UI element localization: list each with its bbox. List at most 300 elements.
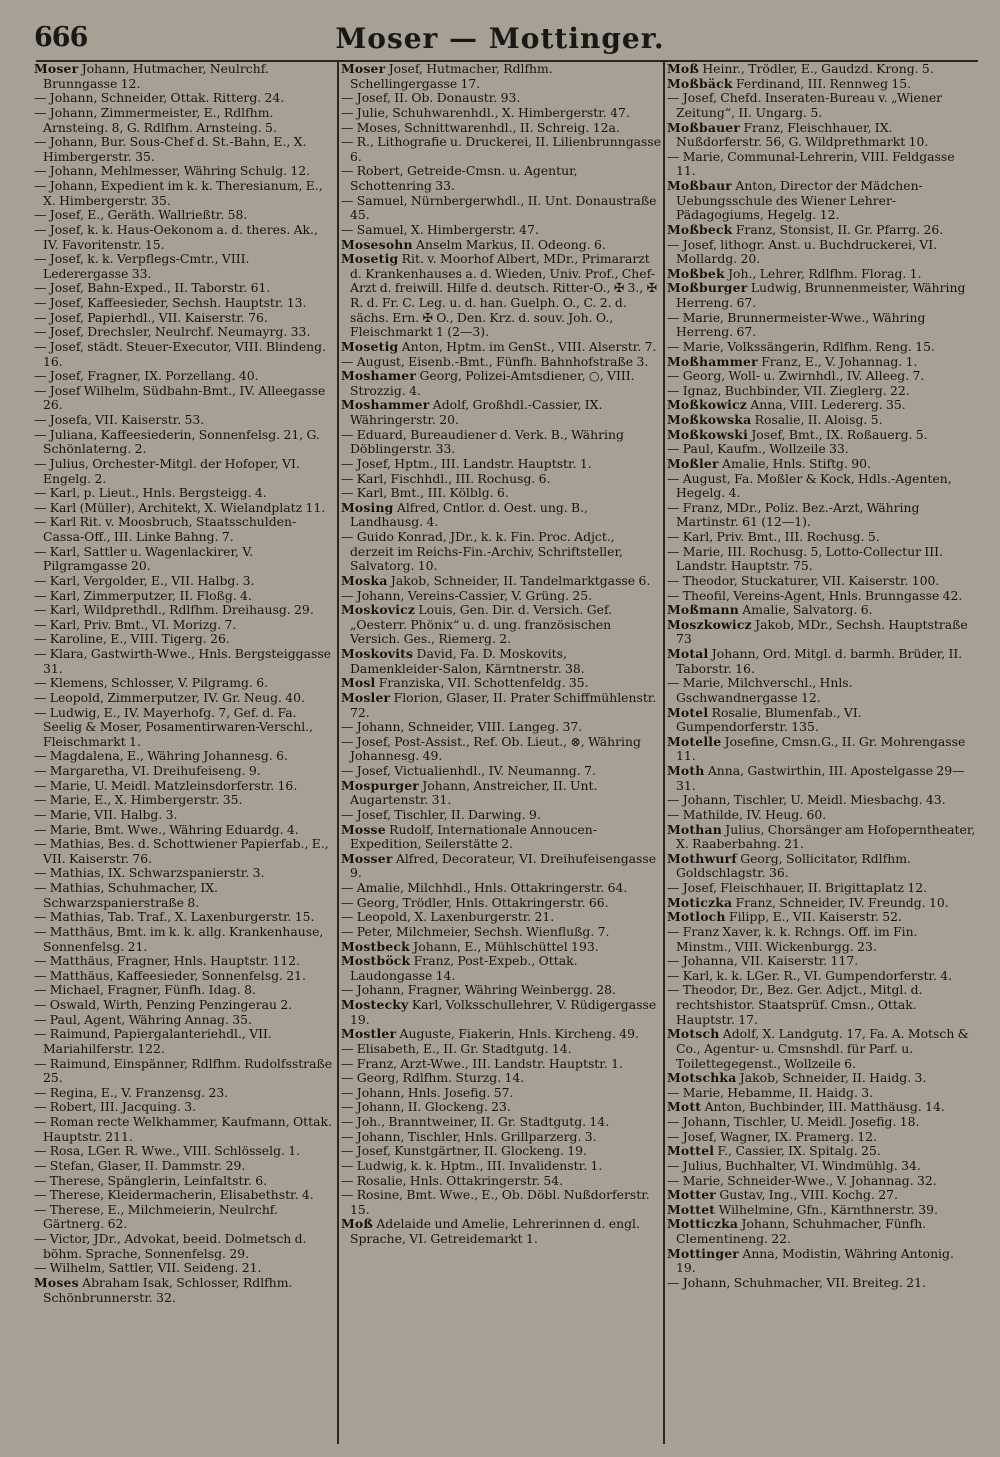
entry-surname: Moth (667, 763, 705, 778)
entry-text: — Josef Wilhelm, Südbahn-Bmt., IV. Alleegasse 26. (34, 382, 326, 413)
entry-surname: Mosl (341, 675, 376, 691)
directory-entry (34, 910, 336, 925)
entry-text: Adolf, Großhdl.-Cassier, IX. Währingerstr. 20. (350, 397, 603, 427)
entry-text: Florion, Glaser, II. Prater Schiffmühlenstr. 72. (350, 689, 657, 720)
entry-surname: Moßmann (667, 602, 739, 618)
directory-entry-head (667, 267, 976, 282)
directory-entry-head (341, 676, 662, 691)
directory-entry-head (341, 398, 662, 427)
directory-entry (341, 1130, 662, 1145)
directory-entry (341, 1159, 662, 1174)
directory-entry-head (667, 62, 976, 77)
entry-text: — Robert, III. Jacquing. 3. (34, 1099, 197, 1115)
directory-entry (34, 208, 336, 223)
entry-text: — Josef, Fragner, IX. Porzellang. 40. (34, 368, 259, 384)
entry-text: — Josef, Fleischhauer, II. Brigittaplatz 12. (667, 880, 928, 895)
directory-entry-head (341, 852, 662, 881)
directory-entry (34, 384, 336, 413)
entry-text: — Karl, p. Lieut., Hnls. Bergsteigg. 4. (34, 485, 267, 501)
entry-text: — Klemens, Schlosser, V. Pilgramg. 6. (34, 675, 269, 691)
directory-entry (34, 223, 336, 252)
entry-text: — Samuel, X. Himbergerstr. 47. (341, 221, 539, 237)
entry-text: — Johann, Mehlmesser, Währing Schulg. 12. (34, 163, 311, 179)
directory-entry (667, 442, 976, 457)
entry-text: Rosalie, II. Aloisg. 5. (751, 412, 883, 427)
column-1 (34, 62, 336, 1442)
entry-surname: Moser (34, 62, 79, 76)
directory-entry (34, 91, 336, 106)
entry-text: — Josef, Kunstgärtner, II. Glockeng. 19. (341, 1143, 587, 1159)
directory-entry (341, 881, 662, 896)
directory-entry (341, 1042, 662, 1057)
directory-entry-head (667, 1071, 976, 1086)
directory-entry (667, 1174, 976, 1189)
entry-surname: Moßbeck (667, 221, 733, 237)
directory-entry-head (667, 823, 976, 852)
directory-entry (34, 925, 336, 954)
directory-entry (34, 135, 336, 164)
entry-surname: Motticzka (667, 1216, 739, 1232)
entry-text: — Eduard, Bureaudiener d. Verk. B., Währing Döblingerstr. 33. (341, 426, 624, 457)
directory-entry (667, 238, 976, 267)
entry-text: Franz, Schneider, IV. Freundg. 10. (732, 894, 949, 910)
entry-text: — Marie, Hebamme, II. Haidg. 3. (667, 1084, 874, 1100)
entry-surname: Moßbek (667, 265, 725, 281)
entry-surname: Moßkowicz (667, 397, 747, 413)
directory-entry (667, 574, 976, 589)
entry-text: — Marie, VII. Halbg. 3. (34, 806, 178, 822)
entry-text: Karl, Volksschullehrer, V. Rüdigergasse 19. (350, 997, 657, 1027)
entry-text: — Theodor, Dr., Bez. Ger. Adjct., Mitgl. d. rechtshistor. Staatsprüf. Cmsn., Ottak. Hauptstr. 17. (667, 982, 923, 1027)
column-divider (337, 62, 339, 1444)
entry-surname: Mosser (341, 850, 393, 866)
directory-entry-head (667, 1144, 976, 1159)
page-number: 666 (34, 22, 88, 53)
directory-entry (667, 808, 976, 823)
directory-entry (341, 1188, 662, 1217)
directory-entry (667, 311, 976, 340)
directory-entry (667, 501, 976, 530)
entry-text: — Marie, U. Meidl. Matzleinsdorferstr. 16. (34, 777, 298, 793)
directory-entry-head (341, 252, 662, 340)
entry-surname: Motloch (667, 909, 726, 925)
directory-entry (667, 1159, 976, 1174)
entry-surname: Moßhammer (667, 353, 758, 369)
entry-text: — Matthäus, Kaffeesieder, Sonnenfelsg. 21. (34, 967, 306, 983)
directory-entry (34, 1086, 336, 1101)
entry-text: — Karl Rit. v. Moosbruch, Staatsschulden-Cassa-Off., III. Linke Bahng. 7. (34, 514, 297, 544)
entry-text: — Josef, Hptm., III. Landstr. Hauptstr. 1. (341, 455, 592, 471)
directory-entry (34, 676, 336, 691)
directory-entry (34, 954, 336, 969)
directory-entry (341, 223, 662, 238)
entry-text: Adelaide und Amelie, Lehrerinnen d. engl. Sprache, VI. Getreidemarkt 1. (350, 1216, 640, 1246)
entry-text: — Juliana, Kaffeesiederin, Sonnenfelsg. 21, G. Schönlaterng. 2. (34, 426, 320, 457)
directory-entry (667, 881, 976, 896)
entry-surname: Moßbäck (667, 75, 733, 91)
entry-text: — Oswald, Wirth, Penzing Penzingerau 2. (34, 997, 293, 1012)
entry-text: Anna, VIII. Ledererg. 35. (747, 397, 906, 413)
directory-entry (341, 1057, 662, 1072)
directory-entry (34, 486, 336, 501)
entry-text: — Marie, Schneider-Wwe., V. Johannag. 32. (667, 1172, 937, 1188)
entry-text: — Johann, Tischler, U. Meidl. Josefig. 18. (667, 1114, 920, 1129)
entry-text: Gustav, Ing., VIII. Kochg. 27. (716, 1187, 898, 1203)
directory-entry (667, 589, 976, 604)
entry-text: — Franz, MDr., Poliz. Bez.-Arzt, Währing Martinstr. 61 (12—1). (667, 499, 920, 530)
directory-entry-head (667, 735, 976, 764)
directory-entry (341, 194, 662, 223)
entry-text: — Josef, E., Geräth. Wallrießtr. 58. (34, 207, 248, 223)
directory-entry (34, 574, 336, 589)
entry-text: — Rosine, Bmt. Wwe., E., Ob. Döbl. Nußdorferstr. 15. (341, 1187, 650, 1217)
entry-text: — Georg, Trödler, Hnls. Ottakringerstr. 66. (341, 894, 609, 910)
directory-entry-head (341, 574, 662, 589)
directory-entry (34, 1115, 336, 1144)
directory-entry (341, 910, 662, 925)
entry-surname: Mottel (667, 1143, 715, 1159)
directory-entry (34, 296, 336, 311)
entry-surname: Motter (667, 1187, 717, 1203)
entry-surname: Mosetig (341, 251, 399, 267)
entry-text: — Julie, Schuhwarenhdl., X. Himbergerstr. 47. (341, 104, 630, 120)
entry-text: Anna, Gastwirthin, III. Apostelgasse 29—31. (676, 763, 965, 793)
entry-surname: Mostecky (341, 997, 409, 1012)
column-3 (667, 62, 976, 1442)
directory-entry (341, 486, 662, 501)
entry-text: — Johann, Tischler, U. Meidl. Miesbachg. 43. (667, 792, 946, 808)
entry-surname: Moskovicz (341, 602, 416, 618)
entry-text: — Josef, Bahn-Exped., II. Taborstr. 61. (34, 280, 271, 296)
entry-text: — Julius, Buchhalter, VI. Windmühlg. 34. (667, 1157, 921, 1173)
entry-surname: Mostler (341, 1026, 397, 1042)
entry-text: — Marie, Brunnermeister-Wwe., Währing Herreng. 67. (667, 309, 926, 340)
entry-text: — Josef, lithogr. Anst. u. Buchdruckerei, VI. Mollardg. 20. (667, 236, 938, 267)
entry-text: — Karl, Zimmerputzer, II. Floßg. 4. (34, 587, 252, 603)
directory-entry-head (341, 1027, 662, 1042)
entry-text: Alfred, Cntlor. d. Oest. ung. B., Landhausg. 4. (350, 499, 589, 530)
entry-text: Jakob, Schneider, II. Haidg. 3. (736, 1070, 927, 1086)
entry-text: Julius, Chorsänger am Hofoperntheater, X. Raaberbahng. 21. (676, 821, 976, 852)
entry-surname: Mostbeck (341, 938, 410, 954)
entry-text: — Raimund, Papiergalanteriehdl., VII. Mariahilferstr. 122. (34, 1026, 272, 1056)
directory-entry (667, 954, 976, 969)
entry-text: — Franz, Arzt-Wwe., III. Landstr. Hauptstr. 1. (341, 1055, 623, 1071)
directory-entry-head (667, 1217, 976, 1246)
entry-text: — Ludwig, k. k. Hptm., III. Invalidenstr. 1. (341, 1157, 603, 1173)
entry-text: — Marie, Milchverschl., Hnls. Gschwandnergasse 12. (667, 675, 853, 705)
directory-entry (34, 764, 336, 779)
entry-text: — Georg, Woll- u. Zwirnhdl., IV. Alleeg. 7. (667, 368, 925, 384)
directory-entry (34, 603, 336, 618)
directory-entry-head (667, 121, 976, 150)
entry-surname: Mosesohn (341, 236, 413, 252)
entry-text: — Johann, Bur. Sous-Chef d. St.-Bahn, E., X. Himbergerstr. 35. (34, 134, 307, 164)
directory-entry (34, 501, 336, 516)
entry-text: — Michael, Fragner, Fünfh. Idag. 8. (34, 982, 256, 998)
directory-entry (667, 1276, 976, 1291)
directory-entry-head (667, 1247, 976, 1276)
directory-entry (667, 91, 976, 120)
directory-entry (34, 837, 336, 866)
directory-entry-head (667, 413, 976, 428)
directory-entry (667, 530, 976, 545)
directory-entry-head (667, 764, 976, 793)
entry-text: — Karl, Priv. Bmt., III. Rochusg. 5. (667, 529, 880, 544)
entry-text: — Paul, Agent, Währing Annag. 35. (34, 1011, 252, 1027)
entry-text: — Marie, Bmt. Wwe., Währing Eduardg. 4. (34, 821, 299, 837)
entry-text: — Peter, Milchmeier, Sechsh. Wienflußg. 7. (341, 923, 610, 939)
entry-surname: Moß (667, 62, 699, 76)
directory-entry-head (667, 179, 976, 223)
directory-entry (341, 530, 662, 574)
entry-text: — Wilhelm, Sattler, VII. Seideng. 21. (34, 1260, 262, 1276)
directory-entry (34, 866, 336, 881)
directory-entry (34, 1188, 336, 1203)
directory-entry (34, 647, 336, 676)
entry-text: — Moses, Schnittwarenhdl., II. Schreig. 12a. (341, 119, 620, 135)
directory-entry (341, 720, 662, 735)
directory-entry (34, 749, 336, 764)
directory-entry (667, 384, 976, 399)
directory-entry (34, 179, 336, 208)
directory-entry (34, 691, 336, 706)
entry-text: Johann, Hutmacher, Neulrchf. Brunngasse 12. (43, 62, 269, 91)
entry-text: — Johann, Hnls. Josefig. 57. (341, 1084, 514, 1100)
directory-entry (34, 1144, 336, 1159)
directory-entry (667, 969, 976, 984)
directory-entry (34, 457, 336, 486)
directory-entry (341, 1100, 662, 1115)
directory-entry-head (667, 77, 976, 92)
directory-entry-head (667, 1188, 976, 1203)
entry-surname: Moticzka (667, 894, 733, 910)
entry-surname: Moßler (667, 455, 719, 471)
directory-entry (341, 106, 662, 121)
entry-surname: Moßkowski (667, 426, 748, 442)
entry-text: — Josef, II. Ob. Donaustr. 93. (341, 90, 521, 106)
entry-surname: Moskovits (341, 646, 414, 661)
entry-text: — Marie, E., X. Himbergerstr. 35. (34, 792, 243, 808)
directory-entry-head (341, 603, 662, 647)
directory-entry (34, 793, 336, 808)
entry-text: — Mathias, Schuhmacher, IX. Schwarzspanierstraße 8. (34, 880, 218, 910)
entry-text: Josef, Bmt., IX. Roßauerg. 5. (747, 426, 928, 442)
directory-entry (34, 823, 336, 838)
entry-text: — Karl, Fischhdl., III. Rochusg. 6. (341, 470, 551, 486)
entry-text: Johann, Ord. Mitgl. d. barmh. Brüder, II. Taborstr. 16. (676, 646, 963, 676)
entry-text: — Mathias, Bes. d. Schottwiener Papierfab., E., VII. Kaiserstr. 76. (34, 836, 329, 866)
directory-entry-head (667, 618, 976, 647)
entry-text: Anselm Markus, II. Odeong. 6. (412, 236, 606, 252)
entry-text: — Guido Konrad, JDr., k. k. Fin. Proc. Adjct., derzeit im Reichs-Fin.-Archiv, Schriftsteller, Salvatorg. 10. (341, 529, 623, 574)
directory-entry-head (341, 501, 662, 530)
directory-entry-head (341, 62, 662, 91)
entry-surname: Mosse (341, 821, 386, 837)
entry-text: Rit. v. Moorhof Albert, MDr., Primararzt d. Krankenhauses a. d. Wieden, Univ. Prof., Chef-Arzt d. freiwill. Hilfe d. deutsch. Ritter-O., ✠ 3., ✠ R. d. Fr. C. Leg. u. d. han. Guelph. O., C. 2. d. sächs. Ern. ✠ O., Den. Krz. d. souv. Joh. O., Fleischmarkt 1 (2—3). (350, 251, 658, 340)
entry-text: — Mathilde, IV. Heug. 60. (667, 806, 827, 822)
directory-entry-head (341, 369, 662, 398)
entry-text: Franz, Post-Expeb., Ottak. Laudongasse 14. (350, 953, 578, 983)
directory-entry (34, 1013, 336, 1028)
directory-entry (34, 1159, 336, 1174)
directory-entry (341, 764, 662, 779)
entry-text: Georg, Polizei-Amtsdiener, ○, VIII. Strozzig. 4. (350, 368, 635, 398)
entry-text: F., Cassier, IX. Spitalg. 25. (714, 1143, 881, 1159)
directory-entry (34, 632, 336, 647)
directory-entry-head (667, 223, 976, 238)
directory-entry (34, 969, 336, 984)
entry-text: — Stefan, Glaser, II. Dammstr. 29. (34, 1157, 246, 1173)
directory-entry-head (341, 954, 662, 983)
entry-text: Johann, E., Mühlschüttel 193. (409, 938, 599, 954)
directory-entry (34, 252, 336, 281)
entry-text: Louis, Gen. Dir. d. Versich. Gef. „Oesterr. Phönix“ u. d. ung. französischen Versich. Ges., Riemerg. 2. (350, 602, 613, 647)
entry-text: — Therese, Kleidermacherin, Elisabethstr. 4. (34, 1187, 314, 1203)
directory-entry (667, 150, 976, 179)
directory-entry (34, 281, 336, 296)
directory-entry (341, 896, 662, 911)
directory-entry-head (341, 998, 662, 1027)
entry-text: — Therese, Spänglerin, Leinfaltstr. 6. (34, 1172, 268, 1188)
entry-text: Joh., Lehrer, Rdlfhm. Florag. 1. (724, 265, 922, 281)
entry-surname: Moßburger (667, 280, 748, 296)
entry-text: Adolf, X. Landgutg. 17, Fa. A. Motsch & Co., Agentur- u. Cmsnshdl. für Parf. u. Toilettegegenst., Wollzeile 6. (676, 1026, 969, 1071)
entry-text: — Johann, Schneider, VIII. Langeg. 37. (341, 719, 583, 735)
entry-text: David, Fa. D. Moskovits, Damenkleider-Salon, Kärntnerstr. 38. (350, 646, 585, 676)
entry-text: — Victor, JDr., Advokat, beeid. Dolmetsch d. böhm. Sprache, Sonnenfelsg. 29. (34, 1231, 307, 1261)
entry-surname: Motel (667, 704, 709, 720)
entry-text: Ferdinand, III. Rennweg 15. (732, 75, 912, 91)
directory-entry (667, 793, 976, 808)
directory-entry (34, 998, 336, 1013)
directory-entry (341, 135, 662, 164)
entry-surname: Mottet (667, 1201, 716, 1217)
entry-text: — Karl, k. k. LGer. R., VI. Gumpendorferstr. 4. (667, 967, 953, 983)
directory-entry (34, 589, 336, 604)
entry-text: — Elisabeth, E., II. Gr. Stadtgutg. 14. (341, 1040, 572, 1056)
entry-text: Rudolf, Internationale Annoucen-Expedition, Seilerstätte 2. (350, 821, 597, 852)
directory-entry-head (34, 62, 336, 91)
entry-text: Franz, Fleischhauer, IX. Nußdorferstr. 56, G. Wildprethmarkt 10. (676, 119, 929, 150)
entry-text: Amalie, Hnls. Stiftg. 90. (718, 455, 871, 471)
directory-entry (341, 1071, 662, 1086)
entry-text: — Johann, Tischler, Hnls. Grillparzerg. 3. (341, 1128, 597, 1144)
entry-text: — Josef, Papierhdl., VII. Kaiserstr. 76. (34, 309, 268, 325)
entry-text: — Regina, E., V. Franzensg. 23. (34, 1084, 229, 1100)
directory-entry (34, 1261, 336, 1276)
directory-entry (341, 925, 662, 940)
entry-text: Ludwig, Brunnenmeister, Währing Herreng. 67. (676, 280, 966, 310)
directory-entry (341, 121, 662, 136)
entry-text: — Josef, Victualienhdl., IV. Neumanng. 7. (341, 763, 596, 778)
entry-text: Jakob, Schneider, II. Tandelmarktgasse 6. (387, 572, 651, 588)
entry-surname: Moses (34, 1274, 79, 1290)
entry-text: — Karl, Priv. Bmt., VI. Morizg. 7. (34, 616, 237, 632)
entry-surname: Motschka (667, 1070, 737, 1086)
entry-surname: Mosetig (341, 338, 399, 354)
entry-text: Auguste, Fiakerin, Hnls. Kircheng. 49. (396, 1026, 639, 1042)
directory-entry (34, 983, 336, 998)
page-header (0, 22, 1000, 60)
directory-entry (667, 369, 976, 384)
directory-entry-head (667, 1027, 976, 1071)
entry-text: Heinr., Trödler, E., Gaudzd. Krong. 5. (699, 62, 934, 76)
directory-entry-head (667, 457, 976, 472)
entry-surname: Moßkowska (667, 412, 752, 427)
entry-text: — August, Eisenb.-Bmt., Fünfh. Bahnhofstraße 3. (341, 353, 649, 369)
directory-entry (34, 808, 336, 823)
entry-text: — Samuel, Nürnbergerwhdl., II. Unt. Donaustraße 45. (341, 192, 657, 223)
entry-text: — Karl, Bmt., III. Kölblg. 6. (341, 485, 509, 501)
entry-surname: Mottinger (667, 1245, 740, 1261)
directory-entry-head (667, 896, 976, 911)
entry-text: Franziska, VII. Schottenfeldg. 35. (375, 675, 589, 691)
directory-entry-head (667, 398, 976, 413)
entry-surname: Motelle (667, 733, 722, 749)
entry-text: — Josef, Tischler, II. Darwing. 9. (341, 806, 541, 822)
entry-text: — Josef, k. k. Verpflegs-Cmtr., VIII. Lederergasse 33. (34, 251, 250, 281)
entry-text: Johann, Anstreicher, II. Unt. Augartenstr. 31. (350, 777, 598, 808)
entry-text: — Rosa, LGer. R. Wwe., VIII. Schlösselg. 1. (34, 1143, 301, 1159)
directory-entry-head (667, 428, 976, 443)
column-2 (341, 62, 662, 1442)
entry-text: — Johann, Schneider, Ottak. Ritterg. 24. (34, 90, 285, 106)
directory-entry (34, 164, 336, 179)
directory-entry (34, 618, 336, 633)
directory-entry (667, 676, 976, 705)
directory-entry (34, 369, 336, 384)
entry-surname: Mospurger (341, 777, 420, 793)
entry-text: — Leopold, X. Laxenburgerstr. 21. (341, 909, 555, 925)
entry-text: — August, Fa. Moßler & Kock, Hdls.-Agenten, Hegelg. 4. (667, 470, 952, 501)
directory-entry (341, 457, 662, 472)
directory-entry-head (341, 940, 662, 955)
directory-entry (667, 340, 976, 355)
directory-entry (34, 515, 336, 544)
entry-text: — Joh., Branntweiner, II. Gr. Stadtgutg. 14. (341, 1114, 610, 1129)
directory-entry (341, 472, 662, 487)
directory-entry (667, 1130, 976, 1145)
entry-surname: Mott (667, 1099, 702, 1115)
entry-surname: Mosing (341, 499, 394, 515)
entry-text: Alfred, Decorateur, VI. Dreihufeisengasse 9. (350, 850, 657, 881)
entry-text: — Georg, Rdlfhm. Sturzg. 14. (341, 1070, 525, 1086)
directory-entry (34, 1057, 336, 1086)
directory-entry (34, 706, 336, 750)
directory-entry-head (667, 706, 976, 735)
entry-text: — Marie, III. Rochusg. 5, Lotto-Collectur III. Landstr. Hauptstr. 75. (667, 543, 943, 574)
directory-entry (34, 881, 336, 910)
directory-entry (667, 1086, 976, 1101)
entry-text: Josef, Hutmacher, Rdlfhm. Schellingergasse 17. (350, 62, 553, 91)
directory-entry (34, 428, 336, 457)
entry-text: — Roman recte Welkhammer, Kaufmann, Ottak. Hauptstr. 211. (34, 1114, 332, 1144)
entry-text: — Josef, Kaffeesieder, Sechsh. Hauptstr. 13. (34, 295, 307, 310)
entry-surname: Moska (341, 572, 388, 588)
entry-text: — Marie, Communal-Lehrerin, VIII. Feldgasse 11. (667, 148, 955, 179)
directory-entry (34, 545, 336, 574)
entry-surname: Moser (341, 62, 386, 76)
directory-entry-head (341, 1217, 662, 1246)
entry-text: — Robert, Getreide-Cmsn. u. Agentur, Schottenring 33. (341, 163, 578, 193)
entry-text: Josefine, Cmsn.G., II. Gr. Mohrengasse 11. (676, 733, 966, 764)
directory-entry (341, 164, 662, 193)
directory-entry-head (341, 238, 662, 253)
entry-text: Anna, Modistin, Währing Antonig. 19. (676, 1245, 954, 1276)
entry-text: — R., Lithografie u. Druckerei, II. Lilienbrunngasse 6. (341, 134, 662, 164)
directory-entry (34, 413, 336, 428)
